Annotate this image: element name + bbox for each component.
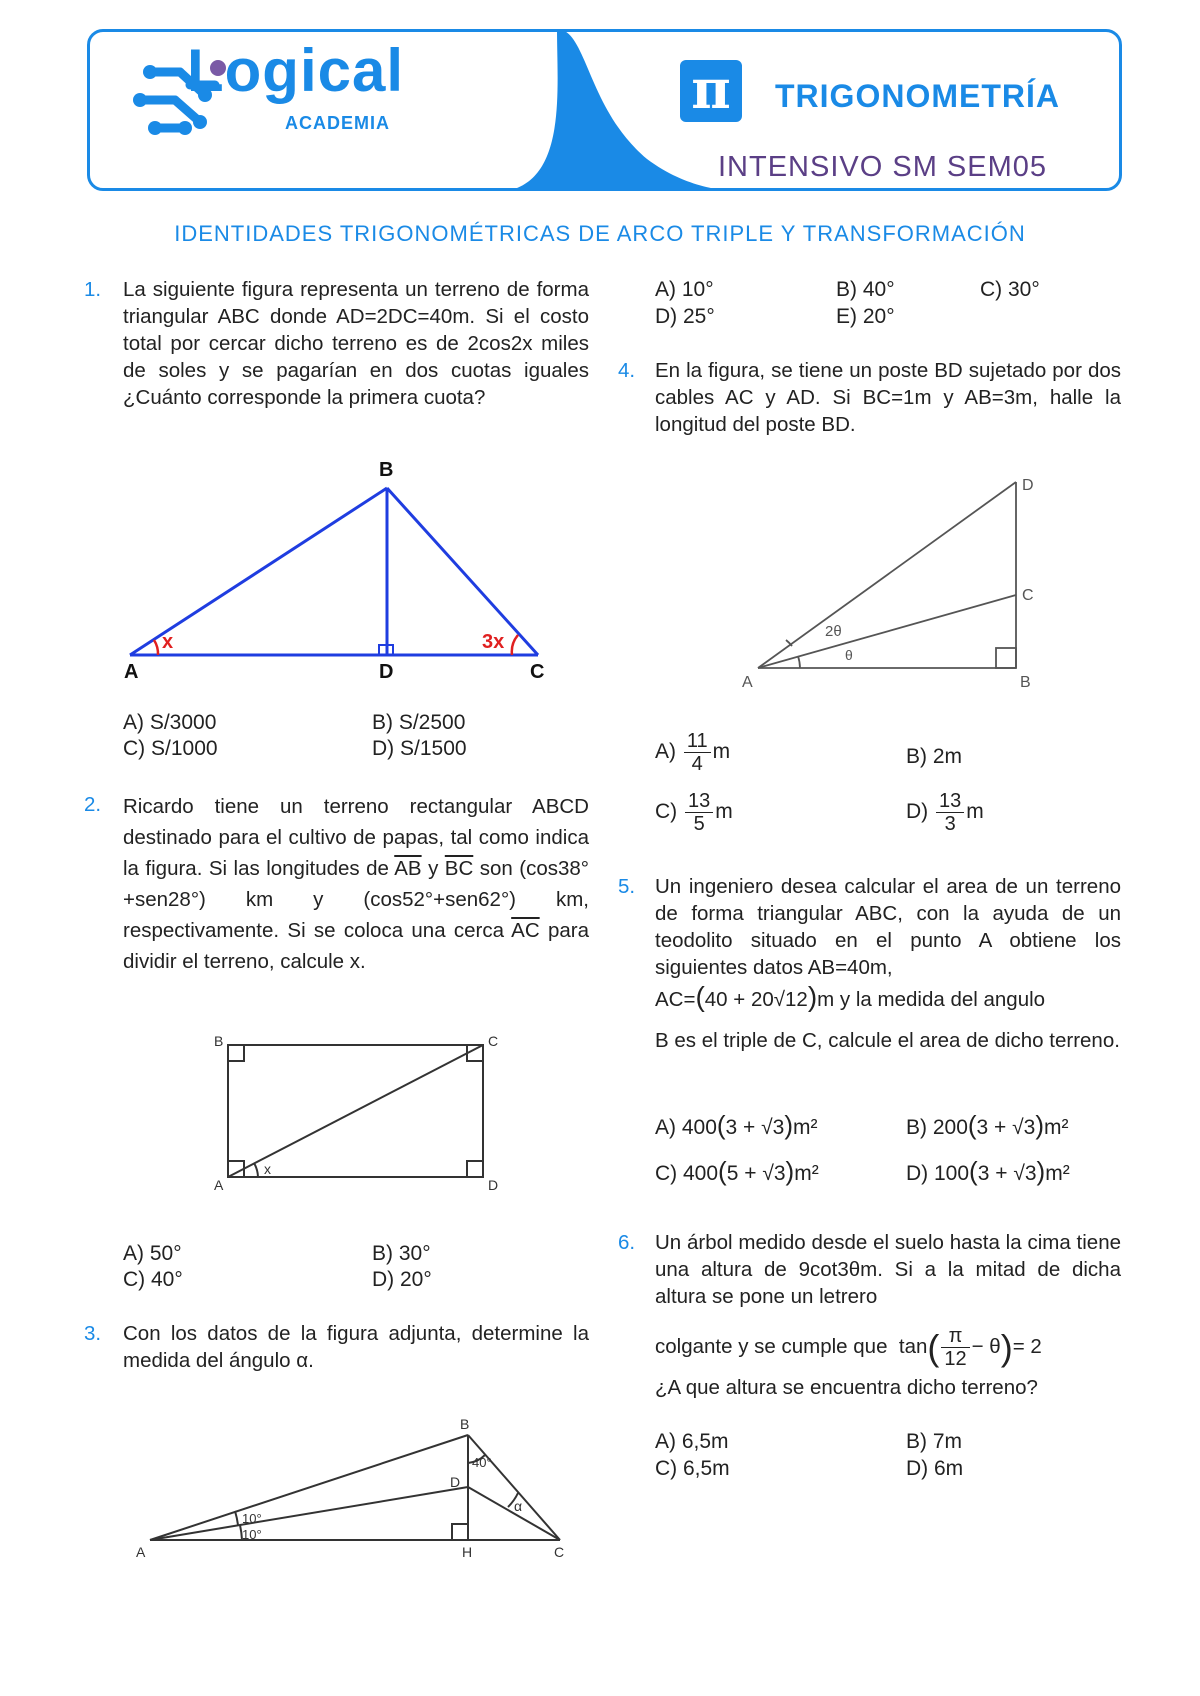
q4-option-c-fraction [685,790,713,835]
q5-option-c[interactable]: C) 400(5 + √3)m² [655,1156,819,1186]
question-1-text: La siguiente figura representa un terreno de forma triangular ABC donde AD=2DC=40m. Si el costo total por cercar dicho terreno es de 2cos2x miles de soles y se pagarían en dos cuotas iguales ¿Cuánto corresponde la primera cuota? [123,278,589,409]
q4-option-d-unit: m [966,800,984,824]
q4-option-d-numerator: 13 [936,790,964,813]
q3-option-d[interactable]: D) 25° [655,305,715,328]
q5-option-b-prefix: B) 200 [906,1116,968,1139]
q2-option-a[interactable]: A) 50° [123,1242,182,1265]
question-3-number: 3. [84,1322,102,1345]
question-5-text-b: B es el triple de C, calcule el area de dicho terreno. [655,1029,1120,1052]
q2-segment-ab: $\overline{AB}$ [394,857,422,880]
q6-pi: π [941,1325,969,1348]
q2-label-c: C [488,1033,499,1049]
q1-triangle-figure [120,460,560,685]
q3-angle-10b: 10° [242,1527,262,1542]
q4-option-a-denominator: 4 [691,753,703,775]
question-3-text: Con los datos de la figura adjunta, determine la medida del ángulo α. [123,1322,589,1372]
q5-paren-close: ) [807,981,818,1012]
q6-twelve: 12 [944,1348,967,1370]
q4-option-a-prefix: A) [655,740,676,764]
question-5-number: 5. [618,875,636,898]
q4-option-d-fraction [936,790,964,835]
q2-label-a: A [214,1177,224,1193]
q1-option-d[interactable]: D) S/1500 [372,737,467,760]
q3-label-a: A [136,1544,146,1560]
q5-ac-suffix: m y la medida del angulo [817,988,1046,1011]
q1-label-b: B [379,460,394,481]
brand-subtitle: ACADEMIA [285,113,390,133]
q6-text-b: colgante y se cumple que [655,1334,888,1358]
question-6-equation-line [655,1325,1121,1370]
q2-text-c: para dividir el terreno, calcule x. [123,919,589,973]
question-2-number: 2. [84,793,102,816]
q4-angle-2theta: 2θ [825,623,842,640]
q6-minus-theta: − θ [971,1334,1001,1358]
q3-option-c[interactable]: C) 30° [980,278,1040,301]
question-5-text-a: Un ingeniero desea calcular el area de un terreno de forma triangular ABC, con la ayuda de un teodolito situado en el punto A obtiene los siguientes datos AB=40m, [655,875,1121,979]
q5-option-d[interactable]: D) 100(3 + √3)m² [906,1156,1070,1186]
q3-label-d: D [450,1474,461,1490]
q4-label-b: B [1020,674,1031,691]
question-6-text-c: ¿A que altura se encuentra dicho terreno? [655,1376,1038,1399]
q3-angle-alpha: α [514,1498,523,1514]
q3-label-h: H [462,1544,473,1560]
q5-option-c-inner: 5 + √3 [726,1162,786,1185]
q3-option-b[interactable]: B) 40° [836,278,895,301]
q1-label-c: C [530,661,545,683]
question-1-number: 1. [84,278,102,301]
q5-paren-open: ( [695,981,705,1012]
q5-option-b-inner: 3 + √3 [976,1116,1036,1139]
q1-option-a[interactable]: A) S/3000 [123,711,217,734]
q4-option-a[interactable] [655,730,730,775]
q5-option-b[interactable]: B) 200(3 + √3)m² [906,1110,1069,1140]
question-4-text: En la figura, se tiene un poste BD sujetado por dos cables AC y AD. Si BC=1m y AB=3m, halle la longitud del poste BD. [655,359,1121,436]
q2-rectangle-figure [210,1030,500,1195]
q4-option-b[interactable]: B) 2m [906,745,963,768]
q1-angle-3x: 3x [482,631,505,653]
q4-option-c[interactable] [655,790,733,835]
subject-title: TRIGONOMETRÍA [775,78,1060,114]
q5-option-d-prefix: D) 100 [906,1162,970,1185]
q3-label-c: C [554,1544,565,1560]
q5-option-d-suffix: m² [1045,1162,1070,1185]
q4-option-c-numerator: 13 [685,790,713,813]
document-title: IDENTIDADES TRIGONOMÉTRICAS DE ARCO TRIPLE Y TRANSFORMACIÓN [174,221,1026,246]
q4-option-d-denominator: 3 [944,813,956,835]
q1-label-d: D [379,661,394,683]
brand-name: Logical [187,37,405,104]
q4-option-d-prefix: D) [906,800,929,824]
q5-option-a-inner: 3 + √3 [725,1116,785,1139]
q4-label-d: D [1022,477,1034,494]
q3-triangle-figure [130,1415,580,1565]
q5-option-b-suffix: m² [1044,1116,1069,1139]
q4-option-c-unit: m [715,800,733,824]
q1-angle-x: x [162,631,174,653]
q6-option-d[interactable]: D) 6m [906,1457,964,1480]
q5-option-a[interactable]: A) 400(3 + √3)m² [655,1110,818,1140]
q2-label-d: D [488,1177,499,1193]
q5-option-d-inner: 3 + √3 [977,1162,1037,1185]
q3-label-b: B [460,1416,470,1432]
q2-and: y [428,857,439,880]
q1-option-c[interactable]: C) S/1000 [123,737,218,760]
q4-label-a: A [742,674,753,691]
q4-triangle-figure [740,470,1050,695]
q6-option-a[interactable]: A) 6,5m [655,1430,729,1453]
q1-label-a: A [124,661,139,683]
q3-angle-10a: 10° [242,1511,262,1526]
q3-option-e[interactable]: E) 20° [836,305,895,328]
q4-option-d[interactable] [906,790,984,835]
q6-paren-close: ) [1000,1327,1013,1368]
q3-option-a[interactable]: A) 10° [655,278,714,301]
q4-option-a-unit: m [712,740,731,764]
q4-angle-theta: θ [845,647,853,663]
q4-label-c: C [1022,587,1034,604]
q5-ac-value: 40 + 20√12 [704,988,808,1011]
course-code: INTENSIVO SM SEM05 [718,151,1048,183]
q6-option-b[interactable]: B) 7m [906,1430,963,1453]
q6-paren-open: ( [927,1327,940,1368]
pi-icon: π [680,60,742,122]
question-5-ac-line [655,983,1121,1013]
q2-option-d[interactable]: D) 20° [372,1268,432,1291]
q4-option-a-fraction [684,730,711,775]
q4-option-a-numerator: 11 [684,730,711,753]
q2-text-a: Ricardo tiene un terreno rectangular ABCD destinado para el cultivo de papas, tal como indica la figura. Si las longitudes de [123,795,589,880]
q5-ac-prefix: AC= [655,988,696,1011]
q2-angle-x: x [264,1161,271,1177]
q1-option-b[interactable]: B) S/2500 [372,711,466,734]
q2-segment-ac: $\overline{AC}$ [511,919,540,942]
q6-equals: = 2 [1012,1334,1042,1358]
question-6-text-a: Un árbol medido desde el suelo hasta la cima tiene una altura de 9cot3θm. Si a la mitad de dicha altura se pone un letrero [655,1231,1121,1308]
q6-option-c[interactable]: C) 6,5m [655,1457,730,1480]
q2-text-b: son (cos38°+sen28°) km y (cos52°+sen62°) km, respectivamente. Si se coloca una cerca [123,857,589,942]
q5-option-c-suffix: m² [794,1162,819,1185]
q2-segment-bc: $\overline{BC}$ [444,857,474,880]
q5-option-a-suffix: m² [793,1116,818,1139]
q4-option-c-prefix: C) [655,800,678,824]
q6-tan: tan [898,1334,928,1358]
q2-option-c[interactable]: C) 40° [123,1268,183,1291]
q2-label-b: B [214,1033,224,1049]
q4-option-c-denominator: 5 [693,813,705,835]
question-4-number: 4. [618,359,636,382]
q6-fraction [941,1325,969,1370]
q5-option-a-prefix: A) 400 [655,1116,717,1139]
q5-option-c-prefix: C) 400 [655,1162,719,1185]
q2-option-b[interactable]: B) 30° [372,1242,431,1265]
question-2-text [123,791,589,977]
question-6-number: 6. [618,1231,636,1254]
q3-angle-40: 40° [472,1455,492,1470]
